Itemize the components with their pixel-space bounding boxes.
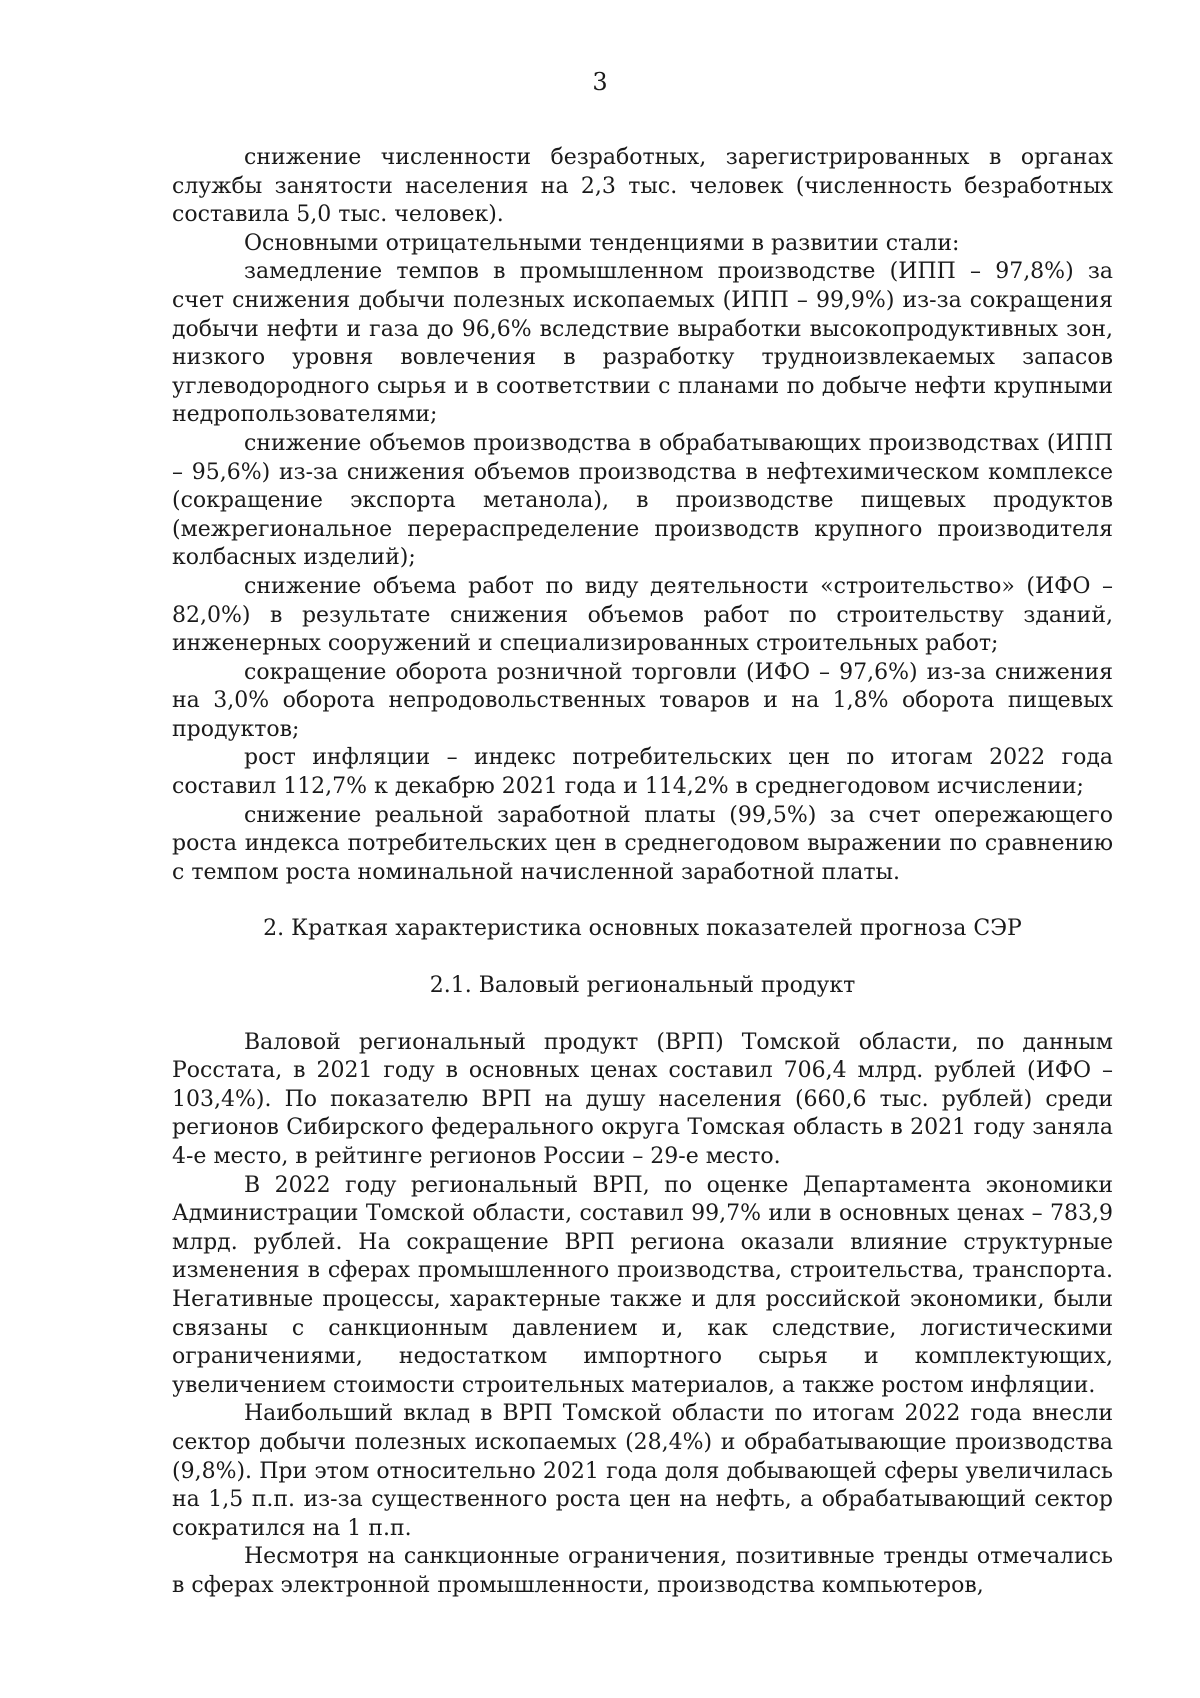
paragraph-construction: снижение объема работ по виду деятельности «строительство» (ИФО – 82,0%) в результате снижения объемов работ по строительству зданий, инженерных сооружений и специализированных строительных работ; <box>172 573 1113 657</box>
paragraph-unemployment: снижение численности безработных, зарегистрированных в органах службы занятости населения на 2,3 тыс. человек (численность безработных составила 5,0 тыс. человек). <box>172 145 1113 228</box>
section-heading: 2. Краткая характеристика основных показателей прогноза СЭР <box>263 916 1022 942</box>
paragraph-grp-contribution: Наибольший вклад в ВРП Томской области по итогам 2022 года внесли сектор добычи полезных ископаемых (28,4%) и обрабатывающие производства (9,8%). При этом относительно 2021 года доля добывающей сферы увеличилась на 1,5 п.п. из-за существенного роста цен на нефть, а обрабатывающий сектор сократился на 1 п.п. <box>172 1401 1113 1541</box>
document-body <box>172 144 1113 1601</box>
paragraph-manufacturing: снижение объемов производства в обрабатывающих производствах (ИПП – 95,6%) из-за снижения объемов производства в нефтехимическом комплексе (сокращение экспорта метанола), в производстве пищевых продуктов (межрегиональное перераспределение производств крупного производителя колбасных изделий); <box>172 430 1113 571</box>
subsection-heading: 2.1. Валовый региональный продукт <box>429 973 856 999</box>
page-number: 3 <box>592 68 608 96</box>
paragraph-industrial-production: замедление темпов в промышленном производстве (ИПП – 97,8%) за счет снижения добычи полезных ископаемых (ИПП – 99,9%) из-за сокращения добычи нефти и газа до 96,6% вследствие выработки высокопродуктивных зон, низкого уровня вовлечения в разработку трудноизвлекаемых запасов углеводородного сырья и в соответствии с планами по добыче нефти крупными недропользователями; <box>172 259 1113 428</box>
paragraph-inflation: рост инфляции – индекс потребительских цен по итогам 2022 года составил 112,7% к декабрю 2021 года и 114,2% в среднегодовом исчислении; <box>172 745 1113 800</box>
paragraph-real-wages: снижение реальной заработной платы (99,5%) за счет опережающего роста индекса потребительских цен в среднегодовом выражении по сравнению с темпом роста номинальной начисленной заработной платы. <box>172 802 1113 885</box>
paragraph-negative-trends-intro: Основными отрицательными тенденциями в развитии стали: <box>244 230 960 256</box>
paragraph-grp-2022: В 2022 году региональный ВРП, по оценке Департамента экономики Администрации Томской области, составил 99,7% или в основных ценах – 783,9 млрд. рублей. На сокращение ВРП региона оказали влияние структурные изменения в сферах промышленного производства, строительства, транспорта. Негативные процессы, характерные также и для российской экономики, были связаны с санкционным давлением и, как следствие, логистическими ограничениями, недостатком импортного сырья и комплектующих, увеличением стоимости строительных материалов, а также ростом инфляции. <box>172 1172 1113 1398</box>
paragraph-grp-2021: Валовой региональный продукт (ВРП) Томской области, по данным Росстата, в 2021 году в основных ценах составил 706,4 млрд. рублей (ИФО – 103,4%). По показателю ВРП на душу населения (660,6 тыс. рублей) среди регионов Сибирского федерального округа Томская область в 2021 году заняла 4-е место, в рейтинге регионов России – 29-е место. <box>172 1029 1113 1169</box>
paragraph-retail: сокращение оборота розничной торговли (ИФО – 97,6%) из-за снижения на 3,0% оборота непродовольственных товаров и на 1,8% оборота пищевых продуктов; <box>172 659 1113 742</box>
paragraph-positive-trends: Несмотря на санкционные ограничения, позитивные тренды отмечались в сферах электронной промышленности, производства компьютеров, <box>172 1544 1113 1598</box>
